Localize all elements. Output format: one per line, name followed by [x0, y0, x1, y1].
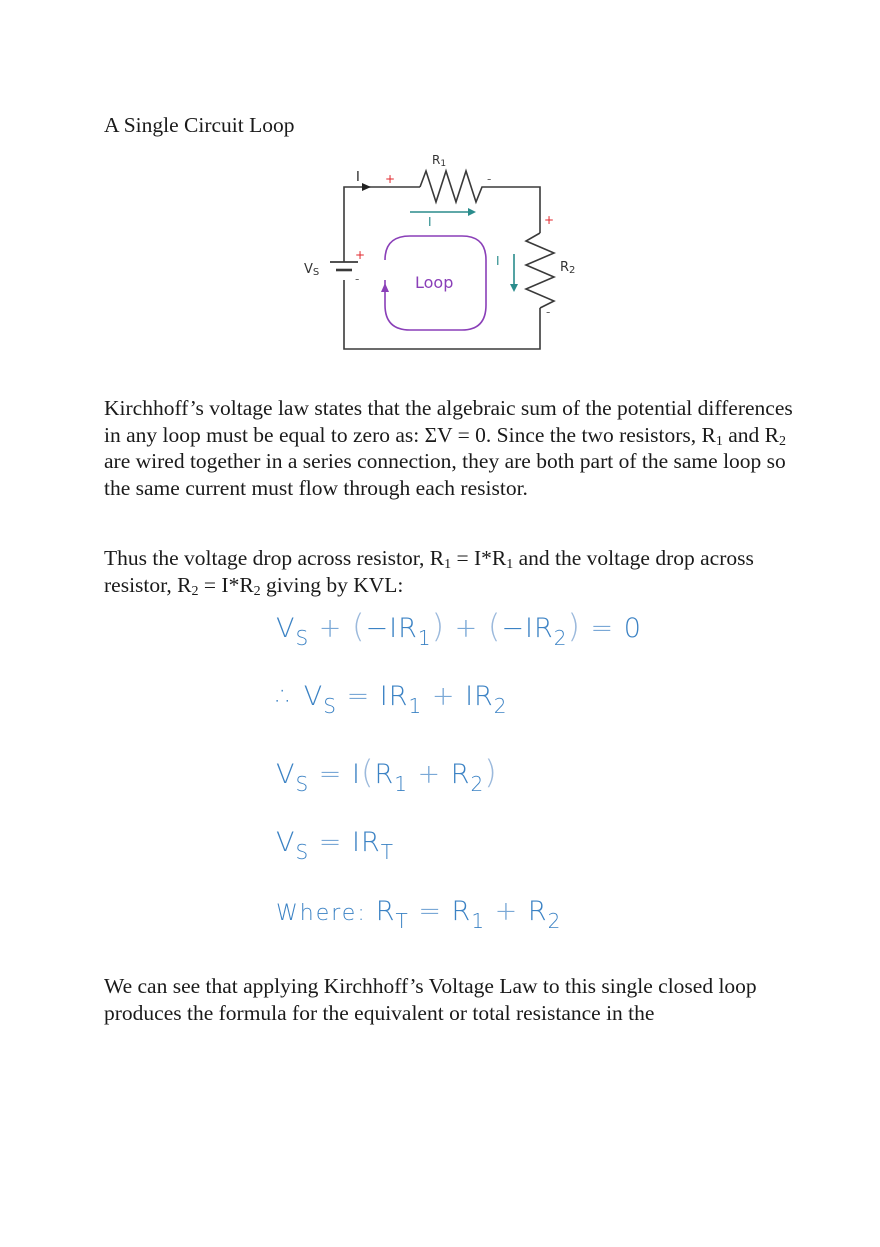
- r1-label: R1: [432, 153, 447, 169]
- equation-factored: $V_S = I(R_1 + R_2)$: [276, 753, 498, 796]
- r2-label: R2: [560, 260, 576, 276]
- r1-plus-sign: +: [385, 172, 396, 186]
- r1-minus-sign: -: [487, 172, 492, 186]
- current-label-r2: I: [496, 254, 500, 268]
- r2-minus-sign: -: [546, 305, 551, 319]
- equation-kvl-sum: $V_S + (-IR_1) + (-IR_2) = 0$: [276, 607, 642, 650]
- loop-label: Loop: [415, 273, 454, 292]
- current-label-inner: I: [428, 215, 432, 229]
- equation-total: $V_S = IR_T$: [276, 827, 394, 864]
- battery-minus-sign: -: [355, 272, 360, 286]
- vs-label: VS: [304, 262, 320, 278]
- resistor-r1-icon: [420, 171, 488, 202]
- circuit-diagram: [300, 150, 590, 360]
- paragraph-kvl-definition: Kirchhoff’s voltage law states that the algebraic sum of the potential differences in any loop must be equal to zero as: ΣV = 0. Since the two resistors, $R_1$ and $R_2$ are wired together in a series connection, they are both part of the same loop so the same current must flow through each resistor.: [104, 396, 793, 500]
- equation-where: Where: $R_T = R_1 + R_2$: [276, 896, 562, 933]
- current-arrow-icon: [362, 183, 371, 191]
- battery-plus-sign: +: [355, 248, 366, 262]
- paragraph-voltage-drops: Thus the voltage drop across resistor, $R_1 = I*R_1$ and the voltage drop across resistor, $R_2 = I*R_2$ giving by KVL:: [104, 546, 754, 599]
- equation-therefore: ∴ $V_S = IR_1 + IR_2$: [276, 681, 508, 718]
- battery-icon: [330, 262, 358, 270]
- current-label: I: [356, 170, 360, 185]
- section-heading: A Single Circuit Loop: [104, 113, 295, 137]
- resistor-r2-icon: [526, 233, 554, 308]
- paragraph-conclusion: We can see that applying Kirchhoff’s Voltage Law to this single closed loop produces the formula for the equivalent or total resistance in the: [104, 974, 757, 1025]
- r2-plus-sign: +: [544, 213, 555, 227]
